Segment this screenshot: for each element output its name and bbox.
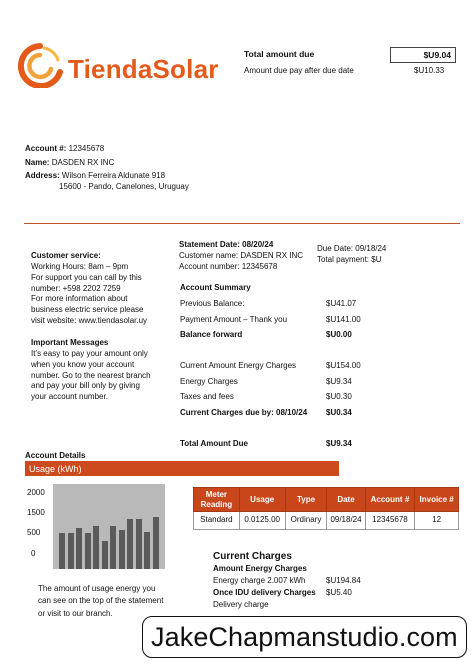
after-due-label: Amount due pay after due date [244, 66, 354, 75]
table-cell: Ordinary [285, 512, 327, 530]
usage-chart [53, 484, 165, 569]
table-row [194, 512, 459, 530]
usage-bar [127, 519, 133, 569]
current-charges-title: Current Charges [213, 551, 292, 562]
after-due-value: $U10.33 [414, 66, 445, 75]
message-line: your account number. [31, 392, 108, 402]
account-value: 12345678 [68, 144, 105, 153]
summary-row-value: $U0.00 [326, 330, 352, 339]
column-header: Account # [365, 488, 415, 512]
y-tick-label: 500 [27, 528, 41, 537]
account-summary-title: Account Summary [180, 283, 251, 292]
table-cell: 0.0125.00 [239, 512, 285, 530]
table-cell: 09/18/24 [327, 512, 365, 530]
usage-bar [59, 533, 65, 569]
customer-service-text [31, 262, 171, 327]
total-amount-due-value: $U9.34 [326, 439, 352, 448]
message-line: number. Go to the nearest branch [31, 370, 151, 380]
service-line: visit website: www.tiendasolar.uy [31, 315, 148, 325]
column-header: Meter Reading [194, 488, 240, 512]
idu-delivery-value: $U5.40 [326, 588, 352, 597]
service-line: Working Hours: 8am – 9pm [31, 262, 129, 271]
service-line: For support you can call by this [31, 272, 142, 282]
total-payment: Total payment: $U [317, 255, 382, 264]
energy-charge-value: $U194.84 [326, 576, 361, 585]
y-tick-label: 0 [31, 549, 36, 558]
total-amount-label: Total amount due [244, 49, 315, 59]
account-label: Account #: [25, 144, 67, 153]
table-header-row [194, 488, 459, 512]
summary-row-value: $U141.00 [326, 315, 361, 324]
summary-row-label: Energy Charges [180, 377, 238, 386]
name-value: DASDEN RX INC [51, 158, 115, 167]
usage-bar [110, 526, 116, 569]
name-label: Name: [25, 158, 50, 167]
column-header: Type [285, 488, 327, 512]
service-line: business electric service please [31, 305, 144, 315]
total-amount-value: $U9.04 [390, 47, 456, 63]
logo-swirl-icon [14, 42, 66, 88]
summary-row-value: $U9.34 [326, 377, 352, 386]
usage-bar [153, 517, 159, 569]
statement-date: Statement Date: 08/20/24 [179, 240, 274, 249]
usage-header-label: Usage (kWh) [29, 464, 82, 474]
watermark: JakeChapmanstudio.com [142, 616, 467, 658]
summary-row-label: Current Charges due by: 08/10/24 [180, 408, 308, 417]
usage-bar [85, 533, 91, 569]
total-amount-due-label: Total Amount Due [180, 439, 248, 448]
summary-row-label: Current Amount Energy Charges [180, 361, 297, 370]
usage-header-bar [25, 461, 339, 476]
usage-bar [144, 532, 150, 569]
statement-customer-name: Customer name: DASDEN RX INC [179, 251, 304, 260]
idu-delivery-label: Once IDU delivery Charges [213, 588, 316, 597]
column-header: Date [327, 488, 365, 512]
column-header: Invoice # [415, 488, 459, 512]
summary-row-label: Previous Balance: [180, 299, 245, 308]
meter-table [193, 487, 459, 530]
important-messages-text [31, 349, 171, 403]
summary-row-label: Payment Amount – Thank you [180, 315, 288, 324]
y-tick-label: 2000 [27, 488, 45, 497]
customer-name [25, 158, 114, 169]
energy-charge-label: Energy charge 2.007 kWh [213, 576, 306, 585]
service-line: number: +598 2202 7259 [31, 283, 121, 293]
account-number [25, 144, 104, 155]
message-line: and pay your bill only by giving [31, 381, 140, 391]
summary-row-value: $U0.30 [326, 392, 352, 401]
usage-note-line: The amount of usage energy you [38, 584, 156, 593]
usage-bar [68, 533, 74, 569]
brand-name: TiendaSolar [68, 54, 219, 84]
y-tick-label: 1500 [27, 508, 45, 517]
customer-address [25, 171, 165, 182]
usage-note-line: can see on the top of the statement [38, 596, 164, 606]
statement-account-number: Account number: 12345678 [179, 262, 278, 271]
usage-bar [119, 530, 125, 569]
due-date: Due Date: 09/18/24 [317, 244, 387, 253]
message-line: when you know your account [31, 359, 135, 369]
address-label: Address: [25, 171, 60, 180]
table-cell: 12345678 [365, 512, 415, 530]
summary-row-label: Balance forward [180, 330, 243, 339]
summary-row-value: $U41.07 [326, 299, 357, 308]
usage-note [38, 583, 188, 620]
important-messages-title: Important Messages [31, 338, 109, 347]
summary-row-value: $U154.00 [326, 361, 361, 370]
usage-bar [76, 528, 82, 569]
section-divider [24, 223, 460, 224]
customer-service-title: Customer service: [31, 251, 101, 260]
column-header: Usage [239, 488, 285, 512]
address-line-2: 15600 - Pando, Canelones, Uruguay [59, 182, 189, 191]
table-cell: 12 [415, 512, 459, 530]
account-details-title: Account Details [25, 451, 86, 460]
table-cell: Standard [194, 512, 240, 530]
address-line-1: Wilson Ferreira Aldunate 918 [61, 171, 166, 180]
summary-row-value: $U0.34 [326, 408, 352, 417]
current-charges-subtitle: Amount Energy Charges [213, 564, 307, 573]
usage-bar [102, 541, 108, 569]
delivery-charge-label: Delivery charge [213, 600, 269, 609]
summary-row-label: Taxes and fees [180, 392, 234, 401]
usage-bar [93, 526, 99, 569]
service-line: For more information about [31, 294, 128, 304]
usage-bar [136, 519, 142, 569]
usage-note-line: or visit to our branch. [38, 608, 113, 618]
message-line: It’s easy to pay your amount only [31, 349, 148, 358]
